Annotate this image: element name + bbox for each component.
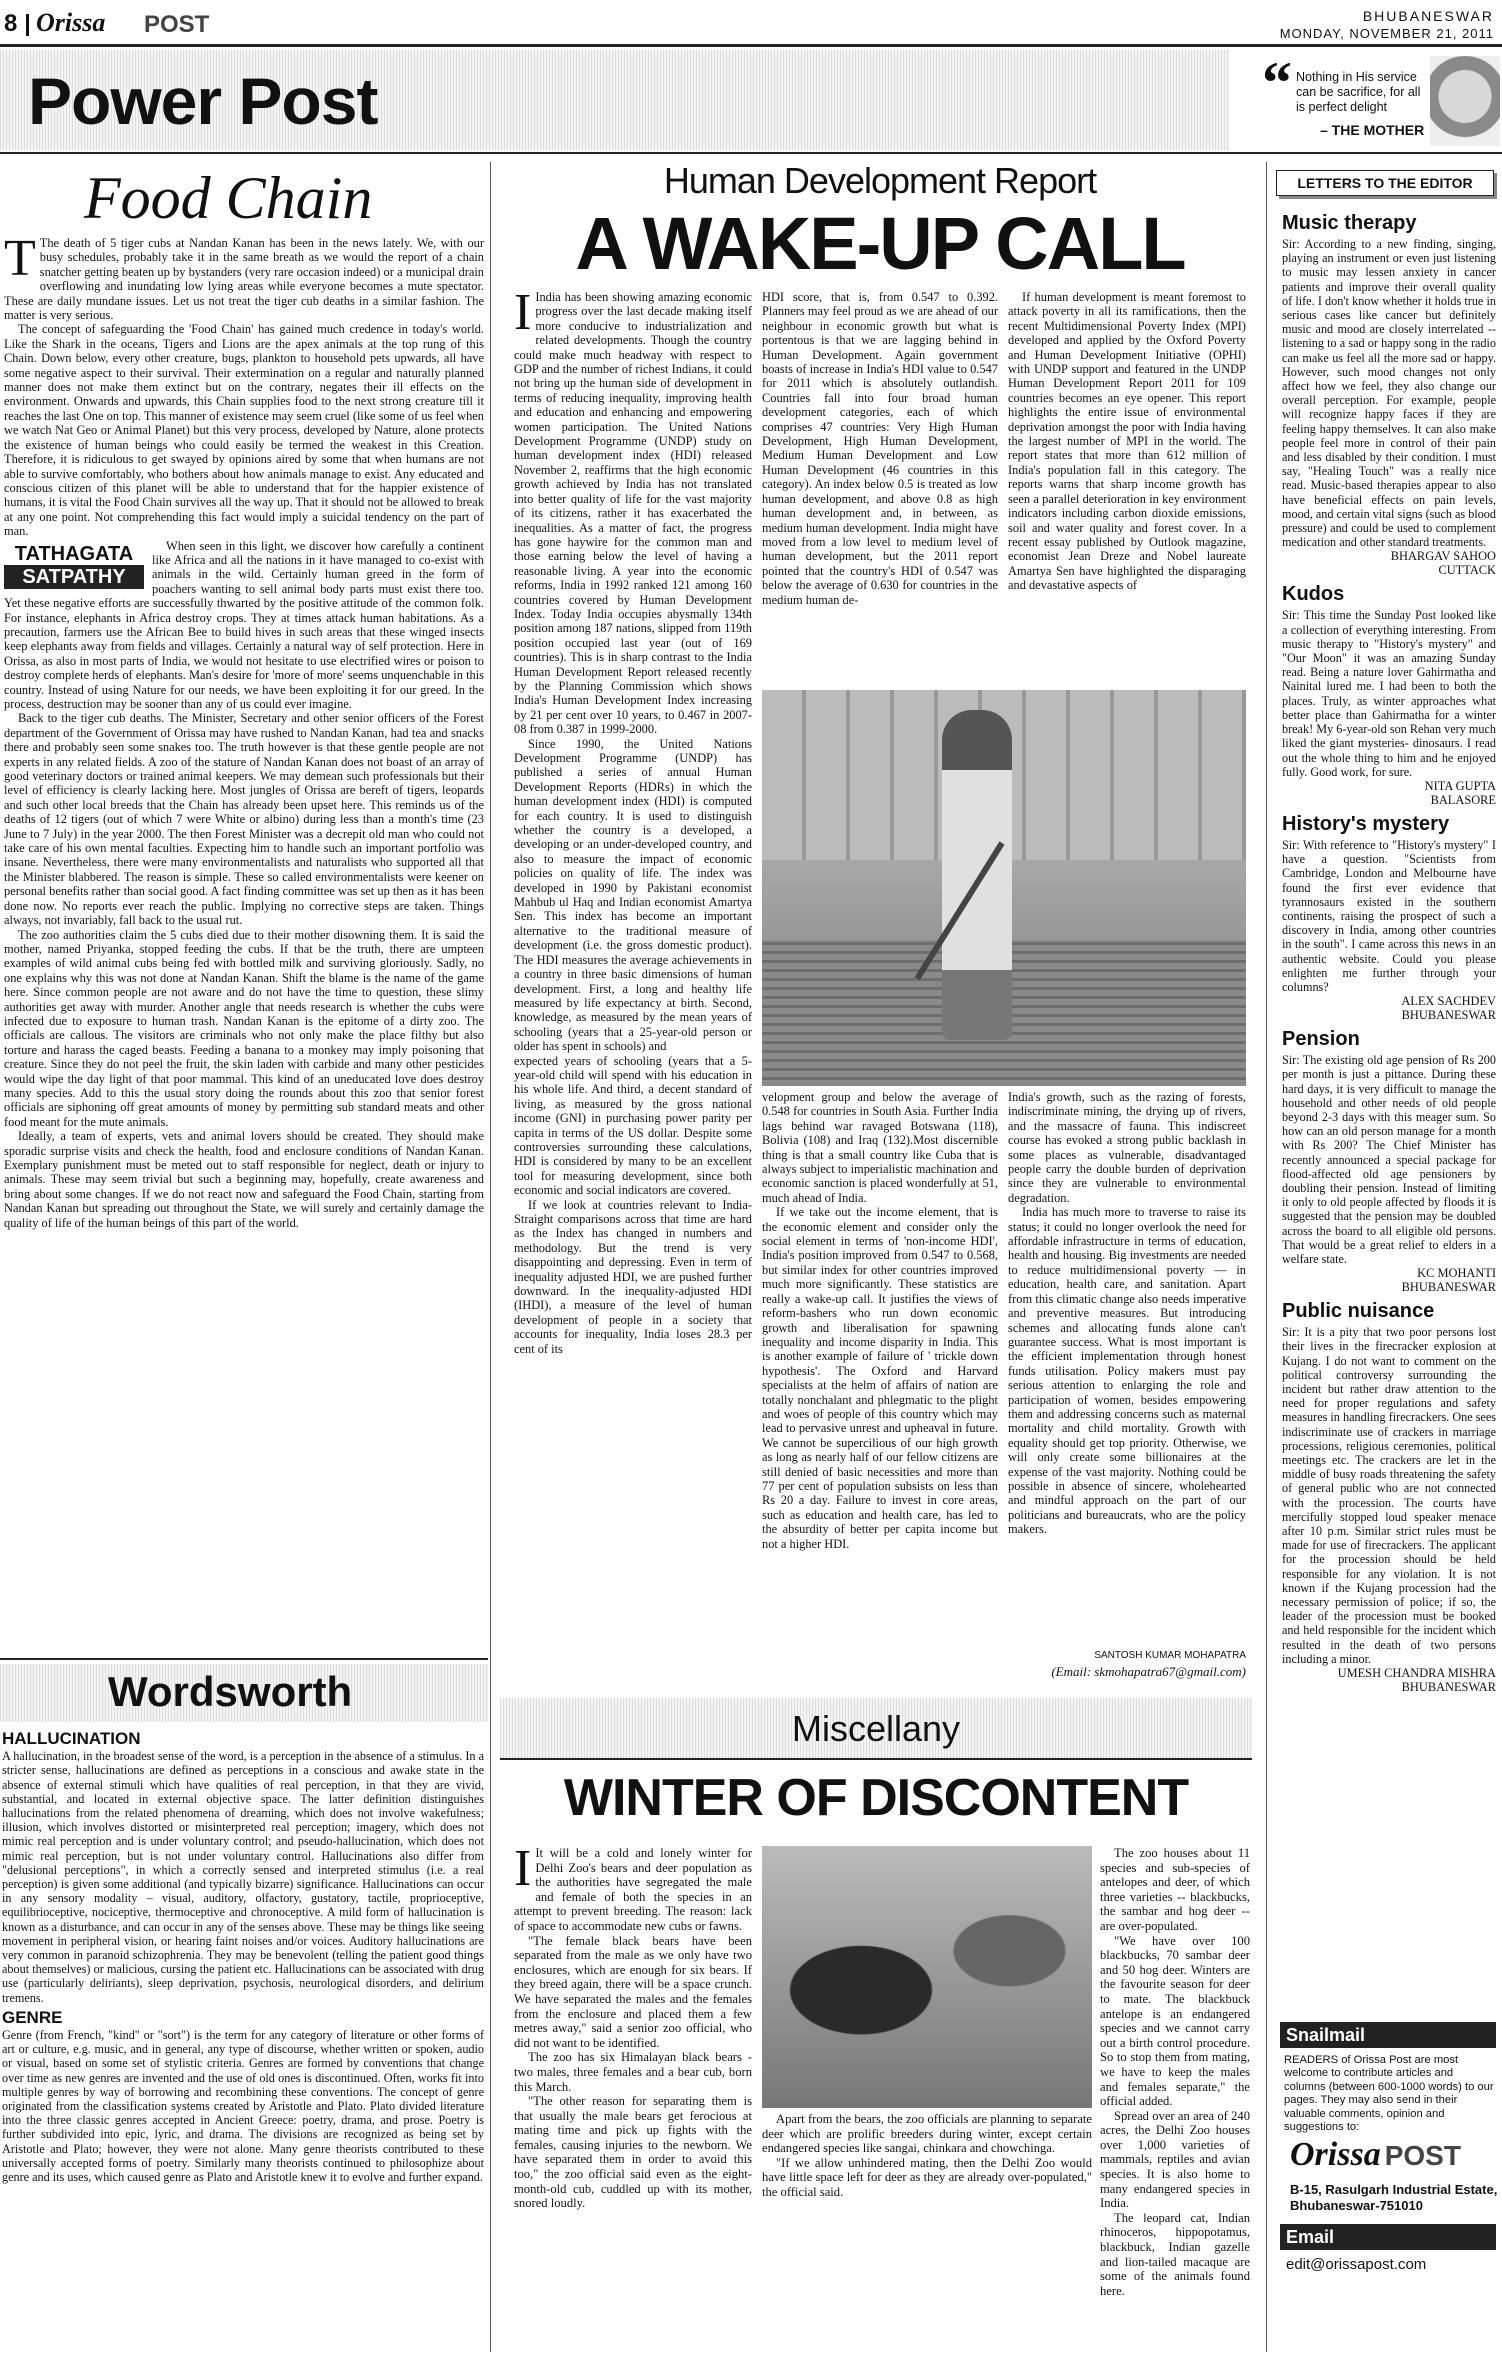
misc-dropcap: I <box>514 1846 532 1897</box>
wordsworth-body <box>2 1726 484 2358</box>
food-chain-body <box>4 236 484 1656</box>
snailmail-header: Snailmail <box>1280 2022 1496 2048</box>
letter-pension: Pension Sir: The existing old age pension of Rs 200 per month is just a pittance. During these hard days, it is very difficult to manage the household and other needs of old people beyond 2-3 days with this meager sum. So how can an old person manage for a month with Rs 200? The Chief Minister has recently announced a special package for flood-affected old age pensioners by doubling their pension. Instead of limiting it only to old people affected by floods it is suggested that the pension may be doubled across the board to all eligible old persons. That would be a great relief to elders in a welfare state. KC MOHANTI BHUBANESWAR <box>1282 1028 1496 1295</box>
sweeper-photo <box>762 690 1246 1086</box>
misc-col3: The zoo houses about 11 species and sub-species of antelopes and deer, of which three varieties -- blackbucks, the sambar and hog deer -- are over-populated. "We have over 100 blackbucks, 70 sambar deer and 50 hog deer. Winters are the favourite season for deer to mate. The blackbuck antelope is an endangered species and we cannot carry out a birth control procedure. So to stop them from mating, we have to keep the males and females separate," the official added. Spread over an area of 240 acres, the Delhi Zoo houses over 1,000 varieties of mammals, reptiles and avian species. It is also home to many endangered species in India. The leopard cat, Indian rhinoceros, hippopotamus, blackbuck, Indian gazelle and lion-tailed macaque are some of the animals found here. <box>1100 1846 1250 2298</box>
food-chain-p4: Back to the tiger cub deaths. The Minister, Secretary and other senior officers of the Forest department of the Government of Orissa may have rushed to Nandan Kanan, had tea and snacks there and probably seen some snakes too. The truth however is that these gentle people are not experts in any related fields. A zoo of the stature of Nandan Kanan does not boast of an array of good veterinary doctors or trained animal keepers. We may demean such professionals but their level of efficiency is clearly lacking here. Most jungles of Orissa are bereft of tigers, leopards and such other local breeds that the Chain has already been upset here. This reminds us of the deaths of 12 tigers (out of which 7 were White or albino) during less than a month's time (23 June to 7 July) in the year 2000. The then Forest Minister was a decrepit old man who could not take care of his own mental faculties. Expecting him to handle such an important portfolio was insane. Nevertheless, there were many environmentalists and naturalists who supported all that the Minister blabbered. The reason is simple. These so called environmentalists were keener on personal benefits rather than social good. A fact finding committee was set up then as it has been done now. No reports ever reach the public. Implying no corrective steps are taken. Things always, not invariably, fall back to the usual rut. <box>4 711 484 928</box>
hdr-col2: HDI score, that is, from 0.547 to 0.392. Planners may feel proud as we are ahead of our neighbour in economic growth but what is portentous is that we are lagging behind in Human Development. Again government boasts of increase in India's HDI value to 0.547 for 2011 which is absolutely outlandish. Countries fall into four broad human development categories, each of which comprises 47 countries: Very High Human Development, High Human Development, Medium Human Development and Low Human Development (46 countries in this category). An index below 0.5 is treated as low human development, and above 0.8 as high human development and, in between, as medium human development. India might have moved from a low level to medium level of human development, but the 2011 report pointed that the country's HDI of 0.547 was below the average of 0.630 for countries in the medium human de- <box>762 290 998 607</box>
hdr-col3b: India's growth, such as the razing of forests, indiscriminate mining, the drying up of rivers, and the massacre of fauna. This indiscreet course has evoked a strong public backlash in some places as vulnerable, disadvantaged people carry the double burden of deprivation since they are vulnerable to environmental degradation. India has much more to traverse to raise its status; it could no longer overlook the need for affordable infrastructure in terms of education, health and housing. Big investments are needed to reduce multidimensional poverty — in education, health care, and sanitation. Apart from this climatic change also needs imperative and preventive measures. But introducing schemes and allocating funds alone can't guarantee success. What is most important is the efficient implementation through honest funds utilisation. Policy makers must pay serious attention to enlarging the role and participation of women, besides empowering them and addressing concerns such as maternal mortality and child mortality. Growth with equality should get top priority. Otherwise, we will only create some billionaires at the expense of the vast majority. Nothing could be possible in absence of sincere, wholehearted and mindful approach on the part of our politicians and bureaucrats, who are the policy makers. <box>1008 1090 1246 1537</box>
food-chain-p5: The zoo authorities claim the 5 cubs died due to their mother disowning them. It is said the mother, named Priyanka, stopped feeding the cubs. If that be the truth, there are umpteen examples of wild animal cubs being fed with bottled milk and surviving gloriously. Sadly, no one explains why this was not done at Nandan Kanan. Shift the blame is the name of the game here. Since common people are not aware and do not have the time to question, these slimy authorities get away with murder. Another angle that needs research is whether the cubs were infected due to exposure to human trash. Nandan Kanan is the epitome of a dirty zoo. The officials are callous. The visitors are criminals who not only make the place filthy but also torture and harass the caged beasts. Feeding a banana to a monkey may imply poisoning that creature. Since they do not peel the fruit, the skin laden with carbide and many other pesticides would wipe the day light of that poor mammal. This kind of an uneducated love does destroy many species. Add to this the usual story doing the rounds about this zoo that senior forest officials are siphoning off great amounts of money by permitting sub standard meats and other food meant for the mute animals. <box>4 927 484 1129</box>
snailmail-logo-orissa: Orissa <box>1290 2136 1381 2173</box>
hdr-headline: A WAKE-UP CALL <box>575 202 1185 285</box>
genre-text: Genre (from French, "kind" or "sort") is the term for any category of literature or other forms of art or culture, e.g. music, and in general, any type of discourse, whether written or spoken, audio or visual, based on some set of stylistic criteria. Genres are formed by conventions that change over time as new genres are invented and the use of old ones is discontinued. Often, works fit into multiple genres by way of borrowing and recombining these conventions. The concept of genre originated from the classification systems created by Aristotle and Plato. Plato divided literature into the three classic genres accepted in Ancient Greece: poetry, drama, and prose. Poetry is further subdivided into epic, lyric, and drama. The divisions are recognized as being set by Aristotle and Plato; however, they were not alone. Many genre theorists contributed to these universally accepted forms of poetry. Similarly many theorists continued to philosophize about genre and its uses, which caused genre as Plato and Aristotle knew it to evolve and further expand. <box>2 2028 484 2185</box>
hdr-col2b: velopment group and below the average of 0.548 for countries in South Asia. Further India lags behind war ravaged Botswana (118), Bolivia (108) and Iraq (132).Most discernible thing is that a small country like Cuba that is always subject to imperialistic machination and economic sanction is placed wonderfully at 51, much ahead of India. If we take out the income element, that is the economic element and consider only the social element in terms of 'non-income HDI', India's position improved from 0.547 to 0.568, but similar index for other countries improved much more significantly. These statistics are really a wake-up call. It justifies the views of reform-bashers who run down economic growth and liberalisation for spawning inequality and income disparity in India. This is another example of failure of ' trickle down hypothesis'. The Oxford and Harvard specialists at the helm of affairs of nation are totally nonchalant and phlegmatic to the plight and woes of people of this country which may lead to pervasive unrest and upheaval in future. We cannot be supercilious of our high growth as long as nearly half of our fellow citizens are still denied of basic necessities and more than 77 per cent of population subsists on less than Rs 20 a day. Failure to invest in core areas, such as education and health care, has led to the absurdity of better per capita income but not a higher HDI. <box>762 1090 998 1551</box>
food-chain-p3: TATHAGATA SATPATHY When seen in this light, we discover how carefully a continent like Africa and all the nations in it have managed to co-exist with animals in the wild. Certainly human greed in the form of poachers wanting to sell animal body parts must exist there too. Yet these negative efforts are successfully thwarted by the positive attitude of the common folk. For instance, elephants in Africa destroy crops. They at times attack human habitations. As a precaution, farmers use the African Bee to build hives in such areas that these winged insects keep elephants away from fields and villages. Certainly a natural way of self protection. Here in Orissa, as also in most parts of India, we would not hesitate to use electrified wires or poison to destroy complete herds of elephants. Man's desire for 'more of more' seems unquenchable in this country. Instead of using Nature for our needs, we have been exploiting it for our greed. In the process, destruction may be sooner than any of us could ever imagine. <box>4 538 484 711</box>
email-address[interactable]: edit@orissapost.com <box>1286 2256 1427 2273</box>
mother-portrait <box>1430 56 1500 146</box>
quote-text: Nothing in His service can be sacrifice, for all is perfect delight <box>1296 70 1421 114</box>
food-chain-p2: The concept of safeguarding the 'Food Chain' has gained much credence in today's world. Like the Shark in the oceans, Tigers and Lions are the apex animals at the top rung of this Chain. Down below, every other creature, bugs, plankton to household pets upwards, all have some negative aspect to their survival. Their extermination on a regular and naturally planned manner does not make them extinct but on the contrary, negates their ill effects on the environment. Onwards and upwards, this Chain supplies food to the next strong creature till it reaches the last One on top. This manner of existence may seem cruel (like some of us feel when we watch Nat Geo or Animal Planet) but this very process, developed by Nature, alone protects the existence of human beings who could easily be termed the weakest in this Creation. Therefore, it is ridiculous to get swayed by opinions aired by some that when humans are not able to survive comfortably, who bothers about how animals manage to exist. Any educated and conscious citizen of this planet will be able to understand that for the happier existence of humans, it is vital the Food Chain survives all the way up. That it should not be allowed to break at any one point. Not comprehending this fact would imply a suicidal tendency on the part of man. <box>4 322 484 539</box>
snailmail-address-2: Bhubaneswar-751010 <box>1290 2198 1423 2213</box>
bear-deer-photo <box>762 1846 1092 2108</box>
col-rule-right <box>1266 162 1267 2352</box>
snailmail-text: READERS of Orissa Post are most welcome to contribute articles and columns (between 600-1000 words) to our pages. They may also send in their valuable comments, opinion and suggestions to: <box>1284 2054 1494 2134</box>
page-number: 8 <box>4 10 18 37</box>
genre-heading: GENRE <box>2 2007 63 2027</box>
letter-public-nuisance: Public nuisance Sir: It is a pity that two poor persons lost their lives in the firecracker explosion at Kujang. I do not want to comment on the political controversy surrounding the incident but rather draw attention to the need for proper regulations and safety measures in handling firecrackers. One sees indiscriminate use of crackers in marriage processions, religious ceremonies, political meetings etc. The crackers are let in the middle of busy roads threatening the safety of general public who are not connected with the procession. The courts have mercifully stopped loud speaker menace after 10 p.m. Similar strict rules must be made for use of firecrackers. The applicant for the procession should be held responsible for any violation. It is not known if the Kujang procession had the necessary permission of police; if so, the leader of the procession must be booked and held responsible for the incident which resulted in the death of two persons including a minor. UMESH CHANDRA MISHRA BHUBANESWAR <box>1282 1300 1496 1695</box>
quote-icon: “ <box>1262 50 1292 116</box>
author-first: TATHAGATA <box>14 542 134 565</box>
hdr-email: (Email: skmohapatra67@gmail.com) <box>1051 1664 1246 1679</box>
snailmail-address-1: B-15, Rasulgarh Industrial Estate, <box>1290 2182 1498 2197</box>
author-box <box>4 543 144 589</box>
letter-kudos: Kudos Sir: This time the Sunday Post looked like a collection of everything interesting. From music therapy to "History's mystery" and "Our Moon" it was an amazing Sunday read. Being a nature lover Gahirmatha and Nainital lured me. I had been to both the places. Truly, as winter approaches what better place than Gahirmatha for a winter break! My 6-year-old son Rehan very much liked the giant mysteries- dinosaurs. I read out the whole thing to him and he enjoyed fully. Good work, for sure. NITA GUPTA BALASORE <box>1282 583 1496 807</box>
hallucination-heading: HALLUCINATION <box>2 1729 141 1748</box>
letters-column <box>1282 206 1496 1916</box>
food-chain-p1: The death of 5 tiger cubs at Nandan Kanan has been in the news lately. We, with our busy schedules, probably take it in the same breath as we would the report of a chain snatcher getting beaten up by bystanders (very rare occasion indeed) or a municipal drain overflowing and inundating low lying areas while everyone becomes a mute spectator. These are daily mundane issues. Let us not treat the tiger cub deaths in a similar fashion. The matter is very serious. <box>4 236 484 323</box>
author-last: SATPATHY <box>4 565 144 589</box>
misc-headline: WINTER OF DISCONTENT <box>563 1769 1189 1827</box>
masthead-date: MONDAY, NOVEMBER 21, 2011 <box>1279 26 1494 41</box>
letters-header: LETTERS TO THE EDITOR <box>1276 170 1494 196</box>
col-rule-left <box>490 162 491 2352</box>
food-chain-p6: Ideally, a team of experts, vets and animal lovers should be created. They should make sporadic surprise visits and check the health, food and enclosure conditions of Nandan Kanan. Exemplary punishment must be meted out to staff responsible for neglect, death or injury to animals. These may seem trivial but such a beginning may, hopefully, create awareness and bring about some changes. If we do not react now and safeguard the Food Chain, starting from Nandan Kanan but spreading out throughout the State, we will surely and certainly damage the quality of life of the human beings of this part of the world. <box>4 1129 484 1230</box>
hdr-col3: If human development is meant foremost to attack poverty in all its ramifications, then the recent Multidimensional Poverty Index (MPI) developed and applied by the Oxford Poverty and Human Development Initiative (OPHI) with UNDP support and featured in the UNDP Human Development Report 2011 for 109 countries becomes an eye opener. This report highlights the entire issue of environmental deprivation amongst the poor with India having the largest number of MPI in the world. The report states that more than 612 million of India's population fall in this category. The reports warns that sharp income growth has seen a parallel deterioration in key environment indicators including carbon dioxide emissions, soil and water quality and forest cover. In a recent essay published by Outlook magazine, economist Jean Dreze and Nobel laureate Amartya Sen have highlighted the disparaging and devastative aspects of <box>1008 290 1246 593</box>
hdr-byline: SANTOSH KUMAR MOHAPATRA <box>1094 1650 1246 1661</box>
snailmail-logo-post: POST <box>1384 2140 1461 2171</box>
wordsworth-title: Wordsworth <box>108 1668 353 1715</box>
masthead-divider <box>26 14 29 36</box>
page-title: Power Post <box>28 64 378 138</box>
misc-col2: Apart from the bears, the zoo officials are planning to separate deer which are prolific breeders during winter, except certain endangered species like sangai, chinkara and chowchinga. "If we allow unhindered mating, then the Delhi Zoo would have little space left for deer as they are already over-populated," the official said. <box>762 2112 1092 2199</box>
masthead-city: BHUBANESWAR <box>1362 8 1494 24</box>
masthead-rule <box>0 44 1502 47</box>
email-header: Email <box>1280 2224 1496 2250</box>
wordsworth-top-rule <box>0 1658 488 1660</box>
hallucination-text: A hallucination, in the broadest sense of the word, is a perception in the absence of a stimulus. In a stricter sense, hallucinations are defined as perceptions in a conscious and awake state in the absence of external stimuli which have qualities of real perception, in that they are vivid, substantial, and located in external objective space. The latter definition distinguishes hallucinations from the related phenomena of dreaming, which does not involve wakefulness; illusion, which involves distorted or misinterpreted real perception; imagery, which does not mimic real perception and is under voluntary control; and pseudo-hallucination, which does not mimic real perception, but is not under voluntary control. Hallucinations also differ from "delusional perceptions", in which a correctly sensed and interpreted stimulus (i.e. a real perception) is given some additional (and typically bizarre) significance. Hallucinations can occur in any sensory modality – visual, auditory, olfactory, gustatory, tactile, proprioceptive, equilibrioceptive, nociceptive, thermoceptive and chronoceptive. A mild form of hallucination is known as a disturbance, and can occur in any of the senses above. These may be things like seeing movement in peripheral vision, or hearing faint noises and/or voices. Auditory hallucinations are very common in paranoid schizophrenia. They may be benevolent (telling the patient good things about themselves) or malicious, cursing the patient etc. Hallucinations can be associated with drug use (particularly deliriants), sleep deprivation, psychosis, neurological disorders, and delirium tremens. <box>2 1749 484 2005</box>
snailmail-logo <box>1290 2136 1490 2176</box>
paper-name: Orissa <box>36 8 106 37</box>
letter-historys-mystery: History's mystery Sir: With reference to "History's mystery" I have a question. "Scientists from Cambridge, London and Melbourne have found the first ever evidence that tyrannosaurs existed in the southern continents, raising the prospect of such a discovery in India, among other countries in the south". I came across this news in an authentic website. Could you please enlighten me further through your columns? ALEX SACHDEV BHUBANESWAR <box>1282 812 1496 1023</box>
misc-col1: I It will be a cold and lonely winter for Delhi Zoo's bears and deer population as the authorities have segregated the male and female of both the species in an attempt to prevent breeding. The reason: lack of space to accommodate new cubs or fawns. "The female black bears have been separated from the male as we only have two enclosures, which are enough for six bears. If they breed again, there will be a space crunch. We have separated the males and the females from the enclosure and placed them a few metres away," said a senior zoo official, who did not want to be identified. The zoo has six Himalayan black bears - two males, three females and a bear cub, born this March. "The other reason for separating them is that usually the male bears get ferocious at mating time and pick up fights with the females, causing injuries to the newborn. We have separated them in order to avoid this too," the zoo official said even as the eight-month-old cub, cuddled up with its mother, snored loudly. <box>514 1846 752 2211</box>
paper-section: POST <box>144 11 210 38</box>
letter-music-therapy: Music therapy Sir: According to a new finding, singing, playing an instrument or even just listening to music may lessen anxiety in cancer patients and improve their overall quality of life. I don't know whether it holds true in serious cases like cancer but definitely music and mood are closely interrelated -- listening to a sad or happy song in the radio can make us feel all the more sad or happy. However, such mood changes not only affect how we feel, they also change our overall perception. For example, people will recognize happy faces if they are feeling happy themselves. It can also make people feel more in control of their pain and less disabled by their condition. I must say, "Healing Touch" was a really nice read. Music-based therapies appear to also have beneficial effects on pain levels, mood, and certain vital signs (such as blood pressure) and could be used to complement medication and other standard treatments. BHARGAV SAHOO CUTTACK <box>1282 212 1496 578</box>
food-chain-title: Food Chain <box>84 165 373 231</box>
food-chain-dropcap: T <box>4 236 36 287</box>
hdr-dropcap: I <box>514 290 532 341</box>
misc-kicker: Miscellany <box>791 1708 961 1749</box>
header-bottom-rule <box>0 152 1502 154</box>
hdr-col1: I India has been showing amazing economic progress over the last decade making itself more conducive to industrialization and related developments. Though the country could make much headway with respect to GDP and the number of richest Indians, it could not bring up the human side of development in terms of reducing inequality, improving health and education and enhancing and empowering women participation. The United Nations Development Programme (UNDP) study on human development index (HDI) released November 2, reaffirms that the high economic growth achieved by India has not translated into better quality of life for the vast majority of its citizens, rather it has exacerbated the inequalities. As a matter of fact, the progress has gone haywire for the common man and those earning below the level of having a reasonable living. A year into the economic reforms, India in 1992 ranked 121 among 160 countries covered by Human Development Index. Today India occupies abysmally 134th position among 187 nations, slipped from 119th position occupied last year (out of 169 countries). This is in sharp contrast to the India Human Development Report released recently by the Planning Commission which shows India's Human Development Index increasing by 21 per cent over 10 years, to 0.467 in 2007-08 from 0.387 in 1999-2000. Since 1990, the United Nations Development Programme (UNDP) has published a series of annual Human Development Reports (HDRs) in which the human development index (HDI) is computed for each country. It is used to distinguish whether the country is a developed, a developing or an under-developed country, and also to measure the impact of economic policies on quality of life. The index was developed in 1990 by Pakistani economist Mahbub ul Haq and Indian economist Amartya Sen. This index has become an important alternative to the traditional measure of development (i.e. the gross domestic product). The HDI measures the average achievements in a country in three basic dimensions of human development. First, a long and healthy life measured by life expectancy at birth. Second, knowledge, as measured by the mean years of schooling (years that a 25-year-old person or older has spent in schools) and expected years of schooling (years that a 5-year-old child will spend with his education in his whole life. And third, a decent standard of living, as measured by the gross national income (GNI) in purchasing power parity per capita in terms of the US dollar. Despite some controversies surrounding these calculations, HDI is considered by many to be an excellent tool for measuring development, since both economic and social indicators are covered. If we look at countries relevant to India- Straight comparisons across that time are hard as the Index has changed in numbers and methodology. But the trend is very disappointing and depressing. Even in term of inequality adjusted HDI, we are pushed further downward. In the inequality-adjusted HDI (IHDI), a measure of the level of human development of people in a society that accounts for inequality, India loses 28.3 per cent of its <box>514 290 752 1356</box>
hdr-kicker: Human Development Report <box>663 160 1097 201</box>
quote-author: – THE MOTHER <box>1320 122 1425 138</box>
